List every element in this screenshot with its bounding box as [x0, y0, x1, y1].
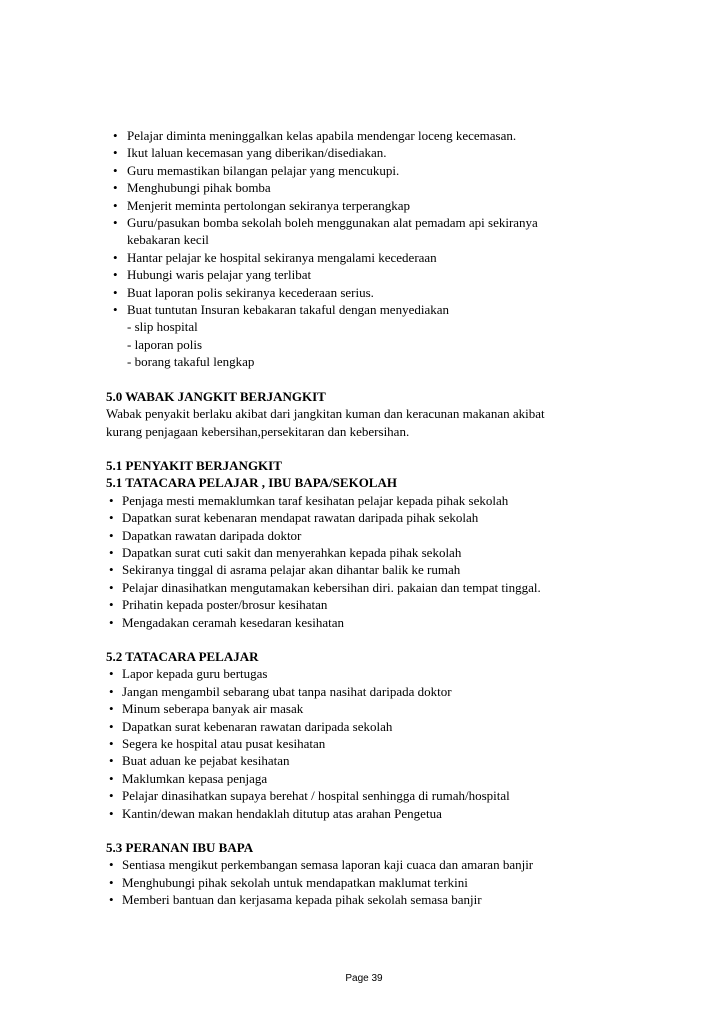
bullet-icon: • [109, 736, 114, 751]
list-item [106, 683, 606, 700]
bullet-icon: • [109, 701, 114, 717]
list-item-text: Menghubungi pihak sekolah untuk mendapatkan maklumat terkini [122, 874, 468, 890]
list-item [106, 144, 606, 161]
page-number: Page 39 [345, 973, 383, 984]
list-item-text: Sekiranya tinggal di asrama pelajar akan dihantar balik ke rumah [122, 562, 461, 578]
list-item-text: Kantin/dewan makan hendaklah ditutup atas arahan Pengetua [122, 805, 442, 821]
bullet-icon: • [113, 128, 118, 143]
spacer [106, 822, 606, 839]
list-item-text: Menghubungi pihak bomba [127, 180, 271, 196]
list-item-text: Pelajar dinasihatkan supaya berehat / hospital senhingga di rumah/hospital [122, 788, 510, 804]
spacer [106, 371, 606, 388]
bullet-icon: • [113, 162, 118, 178]
list-item [106, 752, 606, 769]
list-item-text: Menjerit meminta pertolongan sekiranya terperangkap [127, 197, 411, 213]
list-item-text: Guru/pasukan bomba sekolah boleh menggunakan alat pemadam api sekiranya [127, 215, 538, 231]
list-item-text: Dapatkan surat kebenaran rawatan daripada sekolah [122, 718, 393, 734]
list-item [106, 179, 606, 196]
list-item [106, 770, 606, 787]
section-heading-5-2: 5.2 TATACARA PELAJAR [106, 648, 259, 664]
list-item [106, 874, 606, 891]
list-item-text: Dapatkan surat cuti sakit dan menyerahkan kepada pihak sekolah [122, 544, 462, 560]
list-item [106, 665, 606, 682]
bullet-icon: • [113, 215, 118, 231]
list-item [106, 249, 606, 266]
bullet-icon: • [109, 770, 114, 786]
list-item-text: Maklumkan kepasa penjaga [122, 770, 268, 786]
list-item [106, 527, 606, 544]
list-item-text: Pelajar dinasihatkan mengutamakan kebersihan diri. pakaian dan tempat tinggal. [122, 579, 541, 595]
list-item-text: Minum seberapa banyak air masak [122, 701, 304, 717]
list-item-text: Segera ke hospital atau pusat kesihatan [122, 736, 326, 751]
bullet-icon: • [109, 857, 114, 873]
section-paragraph-line: Wabak penyakit berlaku akibat dari jangkitan kuman dan keracunan makanan akibat [106, 406, 545, 422]
list-item [106, 787, 606, 804]
list-item [106, 301, 606, 371]
spacer [106, 440, 606, 457]
section-5-2-bullet-list [106, 665, 606, 822]
intro-bullet-list [106, 127, 606, 371]
list-item [106, 735, 606, 752]
section-5-3-bullet-list [106, 856, 606, 908]
bullet-icon: • [113, 302, 118, 318]
list-item-text: Hubungi waris pelajar yang terlibat [127, 267, 312, 283]
bullet-icon: • [113, 180, 118, 196]
list-item-continuation: kebakaran kecil [127, 232, 209, 248]
section-paragraph-line: kurang penjagaan kebersihan,persekitaran dan kebersihan. [106, 423, 410, 439]
list-item-text: Mengadakan ceramah kesedaran kesihatan [122, 614, 344, 630]
list-item [106, 561, 606, 578]
list-item-text: Sentiasa mengikut perkembangan semasa laporan kaji cuaca dan amaran banjir [122, 857, 534, 873]
spacer [106, 631, 606, 648]
bullet-icon: • [109, 874, 114, 890]
list-item-text: Penjaga mesti memaklumkan taraf kesihatan pelajar kepada pihak sekolah [122, 492, 509, 508]
bullet-icon: • [109, 544, 114, 560]
bullet-icon: • [109, 718, 114, 734]
list-item-text: Hantar pelajar ke hospital sekiranya mengalami kecederaan [127, 249, 437, 265]
section-5-1-bullet-list [106, 492, 606, 631]
sub-item-laporan-polis: - laporan polis [127, 336, 203, 352]
list-item-text: Ikut laluan kecemasan yang diberikan/disediakan. [127, 145, 387, 161]
list-item [106, 197, 606, 214]
bullet-icon: • [109, 805, 114, 821]
list-item-text: Dapatkan surat kebenaran mendapat rawatan daripada pihak sekolah [122, 510, 479, 526]
list-item-text: Guru memastikan bilangan pelajar yang mencukupi. [127, 162, 400, 178]
bullet-icon: • [109, 562, 114, 578]
list-item [106, 162, 606, 179]
bullet-icon: • [113, 249, 118, 265]
list-item-text: Pelajar diminta meninggalkan kelas apabila mendengar loceng kecemasan. [127, 128, 517, 143]
list-item-text: Buat laporan polis sekiranya kecederaan serius. [127, 284, 374, 300]
list-item [106, 127, 606, 144]
list-item-text: Prihatin kepada poster/brosur kesihatan [122, 597, 328, 613]
list-item-text: Buat aduan ke pejabat kesihatan [122, 753, 290, 769]
list-item [106, 579, 606, 596]
bullet-icon: • [113, 284, 118, 300]
bullet-icon: • [109, 527, 114, 543]
list-item [106, 509, 606, 526]
list-item [106, 856, 606, 873]
list-item [106, 891, 606, 908]
sub-item-borang-takaful: - borang takaful lengkap [127, 354, 255, 370]
list-item [106, 492, 606, 509]
bullet-icon: • [109, 597, 114, 613]
list-item-text: Lapor kepada guru bertugas [122, 666, 268, 682]
bullet-icon: • [113, 267, 118, 283]
sub-item-slip-hospital: - slip hospital [127, 319, 198, 335]
bullet-icon: • [113, 145, 118, 161]
section-heading-5-1-penyakit: 5.1 PENYAKIT BERJANGKIT [106, 457, 282, 473]
list-item-text: Memberi bantuan dan kerjasama kepada pihak sekolah semasa banjir [122, 892, 482, 908]
list-item [106, 718, 606, 735]
list-item-text: Dapatkan rawatan daripada doktor [122, 527, 302, 543]
list-item [106, 266, 606, 283]
list-item [106, 544, 606, 561]
bullet-icon: • [109, 614, 114, 630]
list-item [106, 284, 606, 301]
section-heading-5-1-tatacara: 5.1 TATACARA PELAJAR , IBU BAPA/SEKOLAH [106, 475, 397, 491]
list-item [106, 614, 606, 631]
bullet-icon: • [109, 579, 114, 595]
list-item [106, 700, 606, 717]
bullet-icon: • [109, 788, 114, 804]
page-content [106, 127, 606, 909]
bullet-icon: • [109, 683, 114, 699]
bullet-icon: • [113, 197, 118, 213]
section-heading-5-3: 5.3 PERANAN IBU BAPA [106, 840, 254, 856]
section-heading-5-0: 5.0 WABAK JANGKIT BERJANGKIT [106, 388, 326, 404]
list-item-text: Jangan mengambil sebarang ubat tanpa nasihat daripada doktor [122, 683, 452, 699]
list-item [106, 214, 606, 249]
bullet-icon: • [109, 892, 114, 908]
bullet-icon: • [109, 666, 114, 682]
bullet-icon: • [109, 510, 114, 526]
list-item [106, 596, 606, 613]
list-item [106, 805, 606, 822]
bullet-icon: • [109, 753, 114, 769]
list-item-text: Buat tuntutan Insuran kebakaran takaful dengan menyediakan [127, 302, 449, 318]
bullet-icon: • [109, 492, 114, 508]
